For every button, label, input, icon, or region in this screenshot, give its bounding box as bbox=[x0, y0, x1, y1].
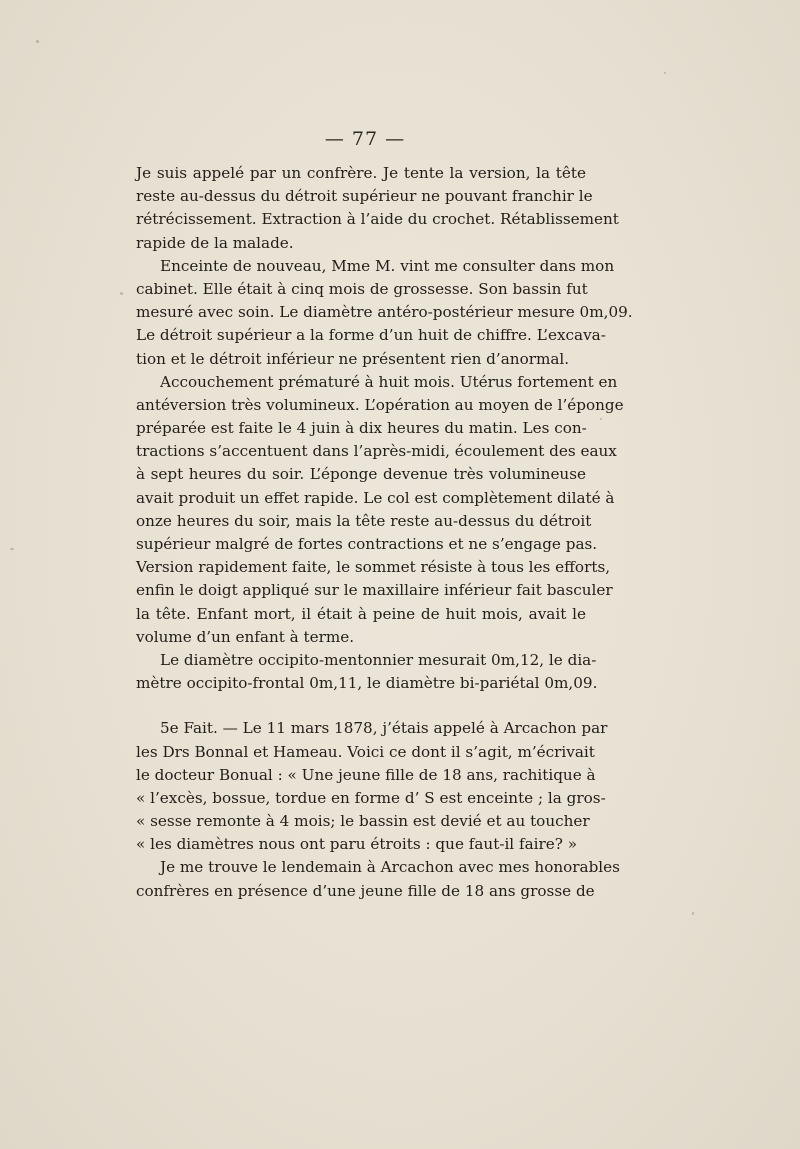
text-line: « les diamètres nous ont paru étroits : que faut-il faire? » bbox=[136, 835, 578, 854]
text-line: Accouchement prématuré à huit mois. Utérus fortement en bbox=[160, 372, 618, 391]
paper-speck bbox=[692, 912, 694, 915]
text-line: supérieur malgré de fortes contractions et ne s’engage pas. bbox=[136, 535, 598, 553]
text-line: cabinet. Elle était à cinq mois de grossesse. Son bassin fut bbox=[136, 279, 588, 298]
text-line: Le diamètre occipito-mentonnier mesurait 0m,12, le dia- bbox=[160, 650, 597, 669]
text-line: reste au-dessus du détroit supérieur ne pouvant franchir le bbox=[136, 187, 593, 206]
text-line: « l’excès, bossue, tordue en forme d’ S est enceinte ; la gros- bbox=[136, 788, 606, 807]
text-line: confrères en présence d’une jeune fille de 18 ans grosse de bbox=[136, 881, 595, 900]
body-text bbox=[136, 162, 633, 903]
text-line: onze heures du soir, mais la tête reste au-dessus du détroit bbox=[136, 511, 592, 530]
text-line: avait produit un effet rapide. Le col est complètement dilaté à bbox=[136, 488, 615, 507]
text-line: rétrécissement. Extraction à l’aide du crochet. Rétablissement bbox=[136, 210, 619, 229]
text-line: 5e Fait. — Le 11 mars 1878, j’étais appelé à Arcachon par bbox=[160, 719, 608, 738]
text-line: le docteur Bonual : « Une jeune fille de 18 ans, rachitique à bbox=[136, 765, 596, 784]
paper-speck bbox=[120, 292, 123, 295]
text-line: rapide de la malade. bbox=[136, 233, 294, 252]
paper-speck bbox=[664, 72, 666, 74]
text-line: volume d’un enfant à terme. bbox=[136, 627, 355, 646]
text-line: Le détroit supérieur a la forme d’un huit de chiffre. L’excava- bbox=[136, 326, 606, 345]
text-line: mètre occipito-frontal 0m,11, le diamètre bi-pariétal 0m,09. bbox=[136, 674, 598, 693]
text-line: « sesse remonte à 4 mois; le bassin est devié et au toucher bbox=[136, 812, 590, 831]
paragraph bbox=[136, 162, 619, 255]
text-line: Je me trouve le lendemain à Arcachon avec mes honorables bbox=[160, 858, 620, 877]
paragraph-gap bbox=[136, 695, 586, 717]
text-line: à sept heures du soir. L’éponge devenue très volumineuse bbox=[136, 465, 586, 484]
paragraph bbox=[136, 649, 598, 695]
text-line: Version rapidement faite, le sommet résiste à tous les efforts, bbox=[136, 558, 611, 577]
text-line: enfin le doigt appliqué sur le maxillaire inférieur fait basculer bbox=[136, 581, 613, 600]
paper-speck bbox=[10, 548, 14, 550]
paragraph bbox=[136, 255, 633, 371]
text-line: préparée est faite le 4 juin à dix heures du matin. Les con- bbox=[136, 419, 587, 438]
text-line: tractions s’accentuent dans l’après-midi, écoulement des eaux bbox=[136, 442, 617, 461]
paper-speck bbox=[600, 418, 602, 420]
text-line: Enceinte de nouveau, Mme M. vint me consulter dans mon bbox=[160, 256, 615, 275]
paragraph bbox=[136, 371, 624, 649]
text-line: antéversion très volumineux. L’opération au moyen de l’éponge bbox=[136, 395, 624, 414]
text-line: mesuré avec soin. Le diamètre antéro-postérieur mesure 0m,09. bbox=[136, 303, 633, 322]
text-line: les Drs Bonnal et Hameau. Voici ce dont il s’agit, m’écrivait bbox=[136, 742, 595, 761]
paper-speck bbox=[36, 40, 39, 43]
paragraph bbox=[136, 856, 620, 902]
page-number: — 77 — bbox=[324, 128, 406, 150]
text-line: tion et le détroit inférieur ne présentent rien d’anormal. bbox=[136, 349, 570, 368]
text-line: Je suis appelé par un confrère. Je tente la version, la tête bbox=[136, 164, 586, 182]
text-line: la tête. Enfant mort, il était à peine de huit mois, avait le bbox=[136, 604, 586, 623]
paragraph bbox=[136, 717, 608, 856]
